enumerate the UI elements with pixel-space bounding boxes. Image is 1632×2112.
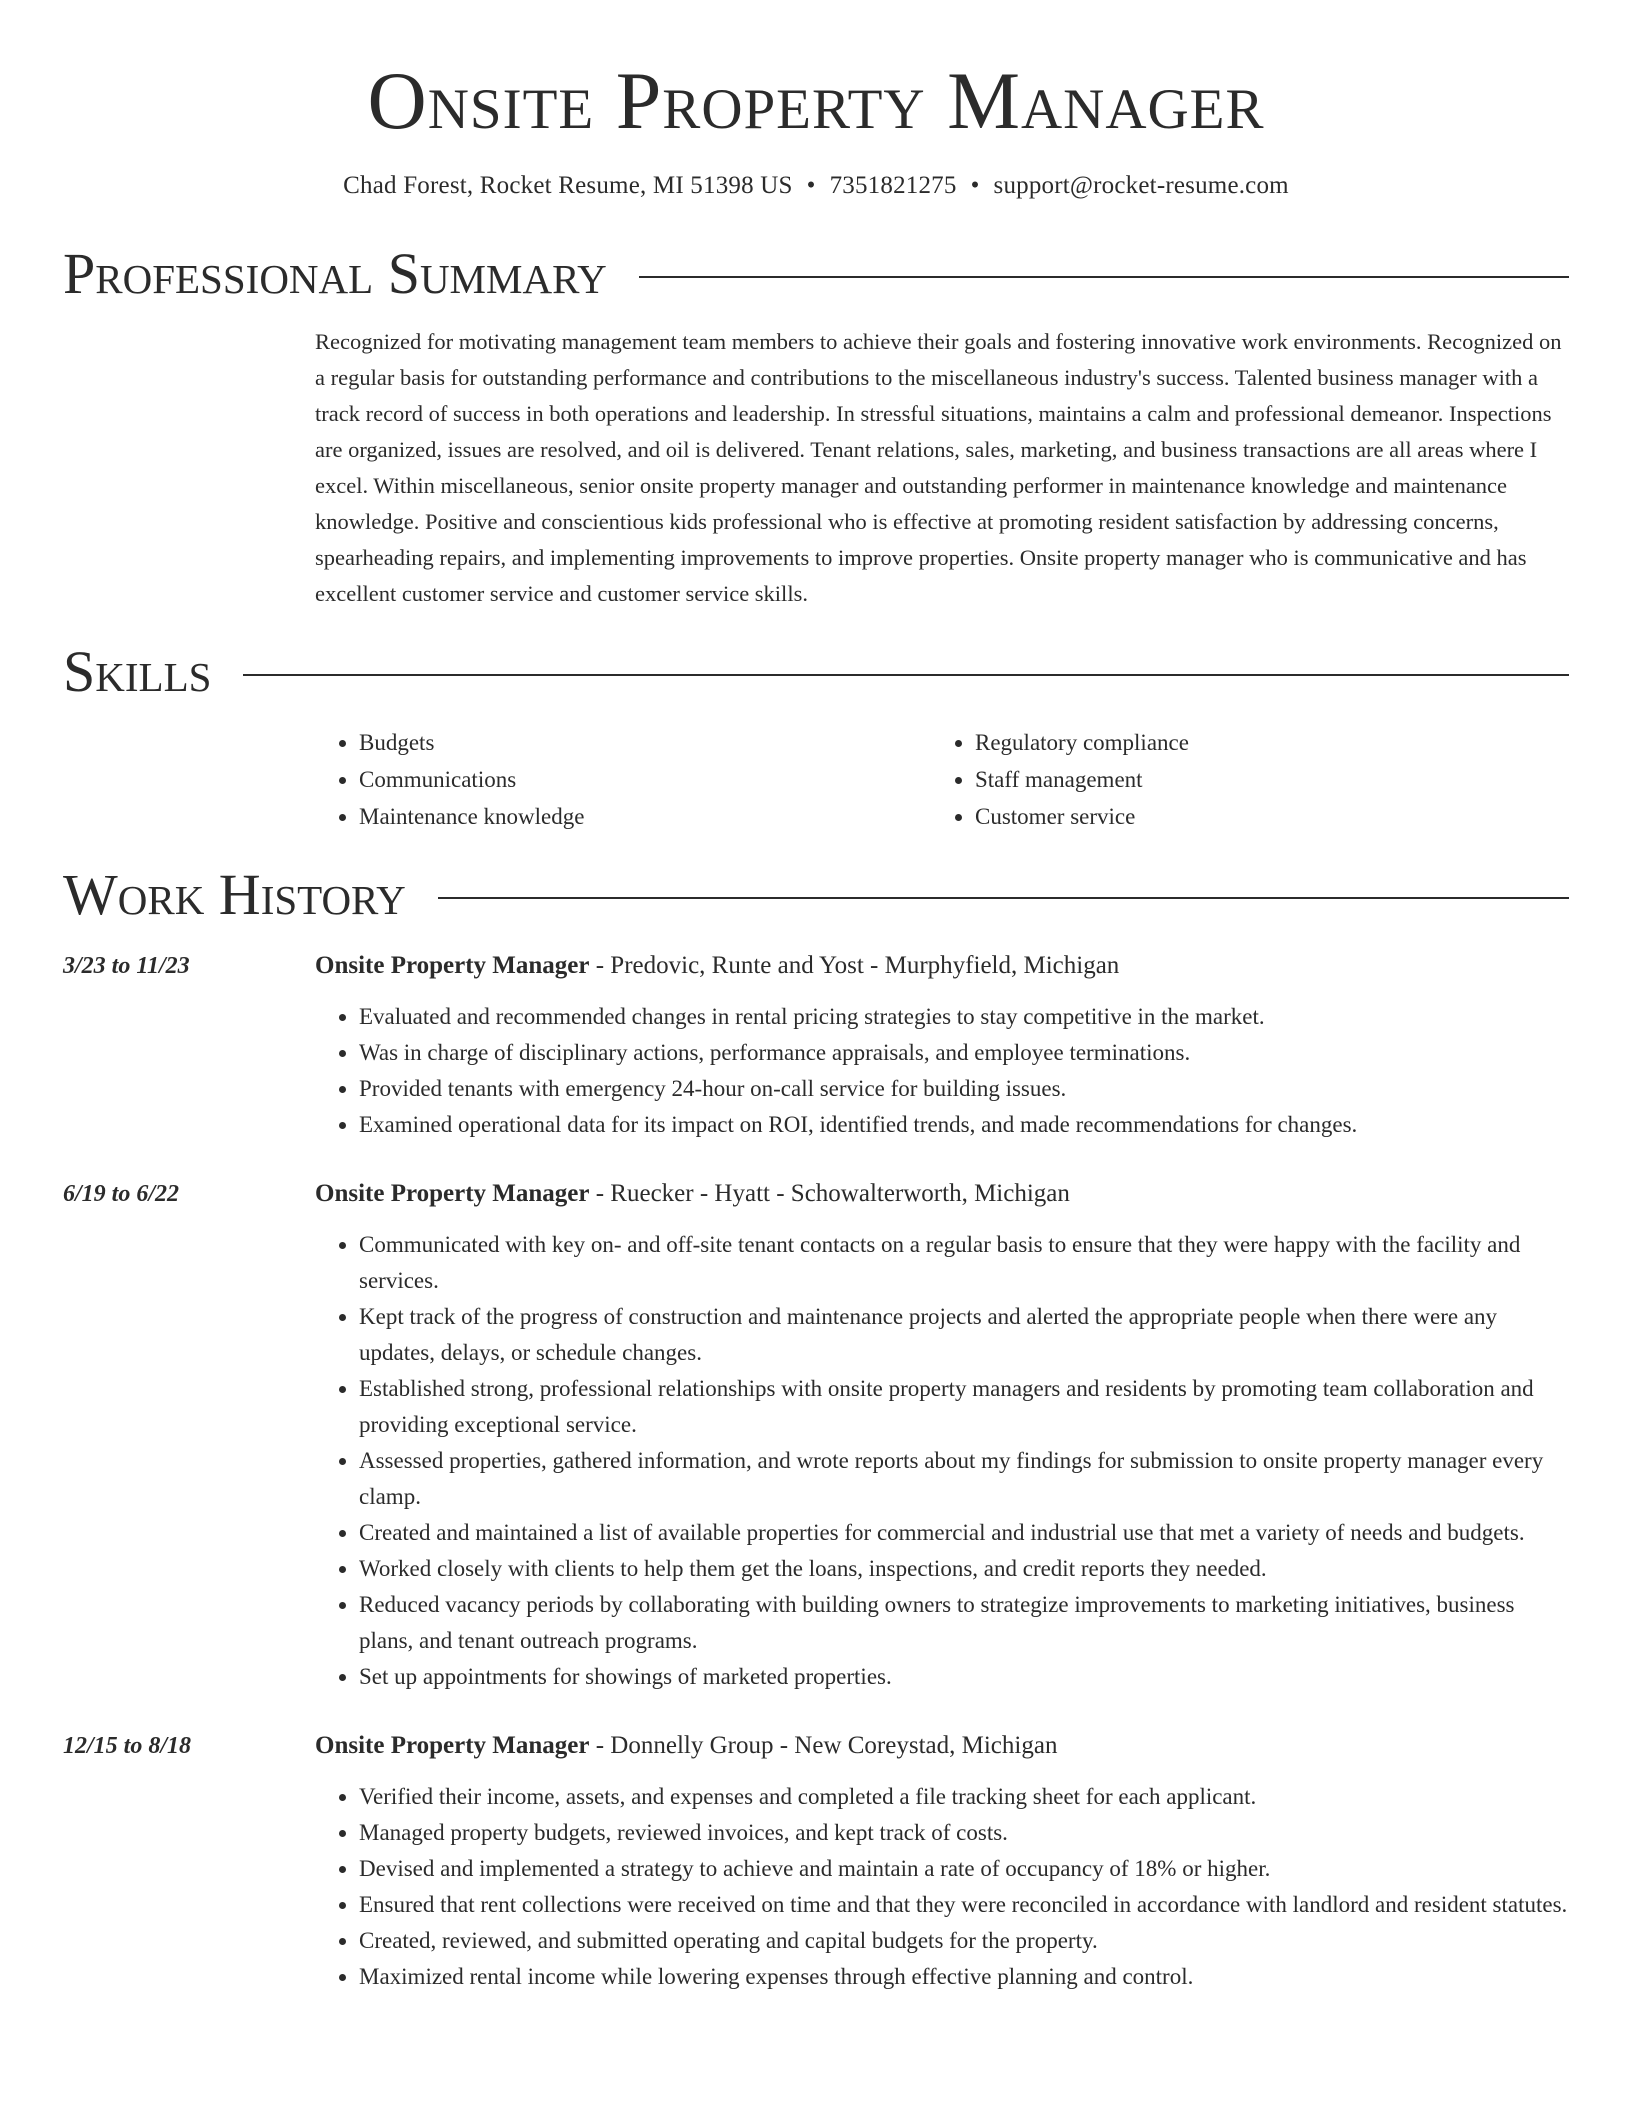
skill-item: • Maintenance knowledge <box>359 798 931 835</box>
job-title: Onsite Property Manager <box>315 1179 590 1207</box>
job-bullet: • Ensured that rent collections were received on time and that they were reconciled in accordance with landlord and resident statutes. <box>359 1887 1569 1923</box>
job-bullets <box>315 999 1569 1143</box>
skills-column-left <box>315 724 931 835</box>
job-title: Onsite Property Manager <box>315 951 590 979</box>
section-divider <box>243 674 1569 676</box>
contact-phone: 7351821275 <box>829 172 957 200</box>
job-company: - Ruecker - Hyatt - Schowalterworth, Michigan <box>589 1179 1070 1207</box>
job-bullet: • Maximized rental income while lowering expenses through effective planning and control. <box>359 1959 1569 1995</box>
job-bullet: • Assessed properties, gathered information, and wrote reports about my findings for submission to onsite property manager every clamp. <box>359 1443 1569 1515</box>
skill-item: • Staff management <box>975 761 1547 798</box>
job-bullet: • Established strong, professional relationships with onsite property managers and residents by promoting team collaboration and providing exceptional service. <box>359 1371 1569 1443</box>
section-heading-skills: Skills <box>63 638 212 704</box>
job-entry <box>63 1729 1569 1995</box>
contact-email: support@rocket-resume.com <box>993 172 1289 200</box>
skill-item: • Regulatory compliance <box>975 724 1547 761</box>
job-bullet: • Was in charge of disciplinary actions, performance appraisals, and employee terminations. <box>359 1035 1569 1071</box>
job-bullet: • Verified their income, assets, and expenses and completed a file tracking sheet for each applicant. <box>359 1779 1569 1815</box>
job-bullet: • Kept track of the progress of construction and maintenance projects and alerted the appropriate people when there were any updates, delays, or schedule changes. <box>359 1299 1569 1371</box>
job-bullets <box>315 1227 1569 1695</box>
job-company: - Donnelly Group - New Coreystad, Michigan <box>589 1731 1058 1759</box>
job-title-line <box>315 1729 1569 1763</box>
job-dates: 12/15 to 8/18 <box>63 1732 192 1759</box>
section-professional-summary <box>63 242 1569 306</box>
job-title-line <box>315 949 1569 983</box>
section-heading-summary: Professional Summary <box>63 241 607 307</box>
job-bullet: • Reduced vacancy periods by collaborating with building owners to strategize improvements to marketing initiatives, business plans, and tenant outreach programs. <box>359 1587 1569 1659</box>
job-bullet: • Provided tenants with emergency 24-hour on-call service for building issues. <box>359 1071 1569 1107</box>
section-divider <box>639 276 1569 278</box>
section-heading-work: Work History <box>63 861 406 927</box>
skill-item: • Communications <box>359 761 931 798</box>
section-work-history <box>63 863 1569 927</box>
contact-line <box>63 172 1569 200</box>
job-title: Onsite Property Manager <box>315 1731 590 1759</box>
job-bullet: • Communicated with key on- and off-site tenant contacts on a regular basis to ensure that they were happy with the facility and services. <box>359 1227 1569 1299</box>
contact-address: Chad Forest, Rocket Resume, MI 51398 US <box>343 172 793 200</box>
skill-item: • Budgets <box>359 724 931 761</box>
job-bullet: • Worked closely with clients to help them get the loans, inspections, and credit reports they needed. <box>359 1551 1569 1587</box>
job-dates: 6/19 to 6/22 <box>63 1180 180 1207</box>
skills-column-right <box>931 724 1547 835</box>
job-bullet: • Devised and implemented a strategy to achieve and maintain a rate of occupancy of 18% or higher. <box>359 1851 1569 1887</box>
job-entry <box>63 1177 1569 1695</box>
skills-list <box>315 724 1569 835</box>
job-title-line <box>315 1177 1569 1211</box>
section-skills <box>63 640 1569 704</box>
summary-text: Recognized for motivating management team members to achieve their goals and fostering innovative work environments. Recognized on a regular basis for outstanding performance and contributions to the miscellaneous industry's success. Talented business manager with a track record of success in both operations and leadership. In stressful situations, maintains a calm and professional demeanor. Inspections are organized, issues are resolved, and oil is delivered. Tenant relations, sales, marketing, and business transactions are all areas where I excel. Within miscellaneous, senior onsite property manager and outstanding performer in maintenance knowledge and maintenance knowledge. Positive and conscientious kids professional who is effective at promoting resident satisfaction by addressing concerns, spearheading repairs, and implementing improvements to improve properties. Onsite property manager who is communicative and has excellent customer service and customer service skills. <box>315 328 1562 606</box>
job-bullet: • Examined operational data for its impact on ROI, identified trends, and made recommendations for changes. <box>359 1107 1569 1143</box>
skill-item: • Customer service <box>975 798 1547 835</box>
job-dates: 3/23 to 11/23 <box>63 952 190 979</box>
contact-separator: • <box>806 172 816 200</box>
job-company: - Predovic, Runte and Yost - Murphyfield, Michigan <box>589 951 1120 979</box>
section-divider <box>438 897 1569 899</box>
job-bullets <box>315 1779 1569 1995</box>
job-bullet: • Created, reviewed, and submitted operating and capital budgets for the property. <box>359 1923 1569 1959</box>
candidate-name: Onsite Property Manager <box>367 55 1265 146</box>
job-entry <box>63 949 1569 1143</box>
job-bullet: • Set up appointments for showings of marketed properties. <box>359 1659 1569 1695</box>
contact-separator: • <box>970 172 980 200</box>
job-bullet: • Created and maintained a list of available properties for commercial and industrial use that met a variety of needs and budgets. <box>359 1515 1569 1551</box>
job-bullet: • Evaluated and recommended changes in rental pricing strategies to stay competitive in the market. <box>359 999 1569 1035</box>
job-bullet: • Managed property budgets, reviewed invoices, and kept track of costs. <box>359 1815 1569 1851</box>
